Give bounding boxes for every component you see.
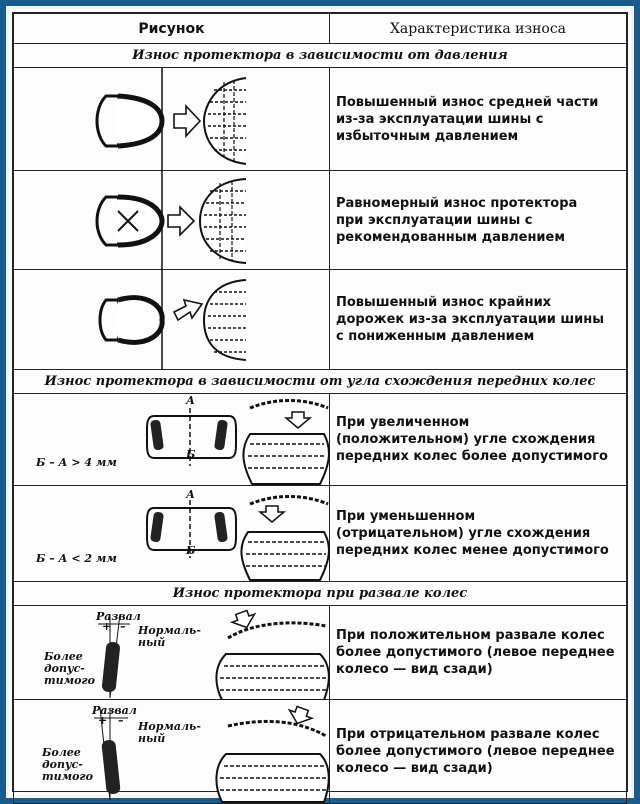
figure-underinflated (14, 270, 330, 370)
formula-label: Б – А > 4 мм (36, 456, 117, 469)
description-cell (330, 486, 627, 582)
page-frame (6, 6, 634, 798)
section-title: Износ протектора в зависимости от давления (14, 44, 627, 68)
table-row (14, 68, 627, 171)
description-line: из-за эксплуатации шины с (336, 111, 544, 127)
arrow-icon (168, 207, 194, 235)
excess-label: допус- (44, 662, 85, 675)
arrow-icon (174, 106, 200, 136)
figure-normal-pressure (14, 171, 330, 270)
tire-section-icon (97, 197, 162, 245)
toe-in-diagram (14, 394, 330, 486)
tread-pattern-icon (200, 179, 246, 263)
section-title: Износ протектора в зависимости от угла схождения передних колес (14, 370, 627, 394)
excess-label: Более (44, 650, 83, 663)
minus-sign: – (118, 714, 124, 727)
normal-label: Нормаль- (138, 720, 201, 733)
description-cell (330, 68, 627, 171)
arrow-icon (174, 300, 202, 320)
tire-section-icon (97, 96, 162, 146)
figure-overinflated (14, 68, 330, 171)
arrow-icon (286, 412, 310, 428)
description-line: Равномерный износ протектора (336, 195, 578, 211)
tread-pattern-icon (216, 608, 328, 700)
description-line: колесо — вид сзади) (336, 662, 493, 677)
figure-toe-out (14, 486, 330, 582)
description-line: При отрицательном развале колес (336, 727, 600, 742)
normal-label: ный (138, 732, 166, 745)
toe-out-diagram (14, 486, 330, 582)
arrow-icon (260, 506, 284, 522)
excess-label: допус- (42, 758, 83, 771)
description-line: с пониженным давлением (336, 329, 535, 344)
label-b: Б (186, 544, 196, 557)
tire-section-icon (100, 298, 162, 343)
table-row (14, 700, 627, 804)
section-title: Износ протектора при развале колес (14, 582, 627, 606)
section-toe (14, 370, 627, 394)
table-row (14, 486, 627, 582)
excess-label: тимого (44, 674, 95, 687)
label-a: А (186, 488, 195, 501)
excess-label: Более (42, 746, 81, 759)
description-line: при эксплуатации шины с (336, 212, 533, 228)
section-pressure (14, 44, 627, 68)
normal-label: Нормаль- (138, 624, 201, 637)
table-row (14, 270, 627, 370)
minus-sign: – (120, 620, 126, 633)
description-cell (330, 606, 627, 700)
underinflated-tire-image (14, 270, 330, 370)
description-line: рекомендованным давлением (336, 229, 565, 245)
header-figure: Рисунок (14, 14, 330, 44)
section-camber (14, 582, 627, 606)
plus-sign: + (102, 620, 112, 633)
plus-sign: + (98, 714, 108, 727)
description-line: (положительном) угле схождения (336, 432, 596, 447)
tread-pattern-icon (204, 280, 246, 360)
camber-label: Развал (96, 610, 141, 623)
description-line: передних колес более допустимого (336, 449, 608, 464)
description-line: более допустимого (левое переднее (336, 744, 615, 759)
figure-negative-camber (14, 700, 330, 804)
description-line: Повышенный износ средней части (336, 94, 599, 110)
description-cell (330, 171, 627, 270)
normal-label: ный (138, 636, 166, 649)
tread-pattern-icon (243, 401, 329, 485)
tread-pattern-icon (241, 497, 329, 581)
label-a: А (186, 394, 195, 407)
tread-pattern-icon (204, 78, 246, 164)
figure-positive-camber (14, 606, 330, 700)
description-line: При положительном развале колес (336, 628, 605, 643)
description-line: передних колес менее допустимого (336, 543, 609, 558)
table-row (14, 394, 627, 486)
wear-table (13, 13, 627, 804)
description-cell (330, 394, 627, 486)
overinflated-tire-image (14, 68, 330, 171)
formula-label: Б – А < 2 мм (36, 552, 117, 565)
description-cell (330, 270, 627, 370)
description-line: Повышенный износ крайних (336, 295, 552, 310)
tread-pattern-icon (216, 704, 328, 802)
description-line: колесо — вид сзади) (336, 761, 493, 776)
label-b: Б (186, 448, 196, 461)
description-cell (330, 700, 627, 804)
description-line: При увеличенном (336, 415, 470, 430)
description-line: При уменьшенном (336, 509, 476, 524)
description-line: более допустимого (левое переднее (336, 645, 615, 660)
wear-table-container (12, 12, 628, 792)
description-line: избыточным давлением (336, 128, 519, 144)
header-wear: Характеристика износа (330, 14, 627, 44)
table-row (14, 606, 627, 700)
excess-label: тимого (42, 770, 93, 783)
table-row (14, 171, 627, 270)
figure-toe-in (14, 394, 330, 486)
table-header (14, 14, 627, 44)
camber-label: Развал (92, 704, 137, 717)
description-line: дорожек из-за эксплуатации шины (336, 312, 605, 327)
description-line: (отрицательном) угле схождения (336, 526, 591, 541)
normal-pressure-tire-image (14, 171, 330, 270)
